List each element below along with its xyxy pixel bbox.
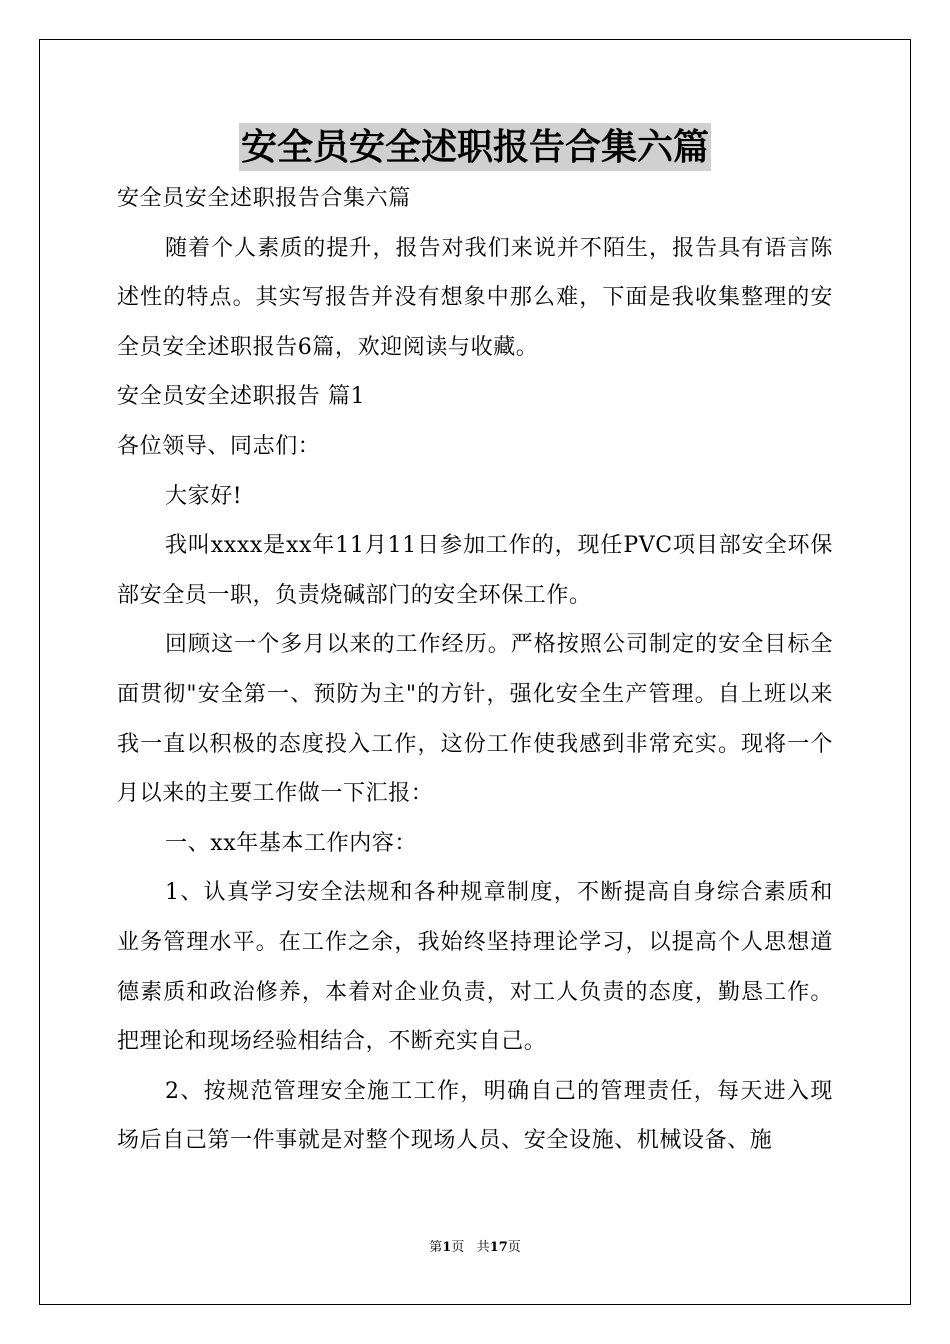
paragraph: 2、按规范管理安全施工工作，明确自己的管理责任，每天进入现场后自己第一件事就是对整个现场人员、安全设施、机械设备、施 bbox=[117, 1078, 833, 1154]
current-page-number: 1 bbox=[442, 1240, 452, 1255]
total-pages-number: 17 bbox=[489, 1240, 508, 1255]
paragraph: 随着个人素质的提升，报告对我们来说并不陌生，报告具有语言陈述性的特点。其实写报告并没有想象中那么难，下面是我收集整理的安全员安全述职报告6篇，欢迎阅读与收藏。 bbox=[117, 235, 833, 360]
document-body bbox=[117, 174, 833, 1166]
document-title: 安全员安全述职报告合集六篇 bbox=[239, 123, 711, 171]
footer-page-label: 页 bbox=[451, 1240, 465, 1255]
footer-prefix: 第 bbox=[429, 1240, 443, 1255]
paragraph: 回顾这一个多月以来的工作经历。严格按照公司制定的安全目标全面贯彻"安全第一、预防为主"的方针，强化安全生产管理。自上班以来我一直以积极的态度投入工作，这份工作使我感到非常充实。现将一个月以来的主要工作做一下汇报： bbox=[117, 632, 833, 807]
paragraph: 我叫xxxx是xx年11月11日参加工作的，现任PVC项目部安全环保部安全员一职，负责烧碱部门的安全环保工作。 bbox=[117, 533, 833, 608]
paragraph: 安全员安全述职报告合集六篇 bbox=[117, 186, 411, 211]
paragraph: 1、认真学习安全法规和各种规章制度，不断提高自身综合素质和业务管理水平。在工作之余，我始终坚持理论学习，以提高个人思想道德素质和政治修养，本着对企业负责，对工人负责的态度，勤恳工作。把理论和现场经验相结合，不断充实自己。 bbox=[117, 880, 833, 1055]
subsection-heading: 一、xx年基本工作内容： bbox=[165, 830, 418, 856]
salutation: 各位领导、同志们： bbox=[117, 433, 321, 459]
page-footer bbox=[0, 1240, 950, 1256]
section-heading: 安全员安全述职报告 篇1 bbox=[117, 384, 366, 410]
greeting: 大家好! bbox=[165, 483, 243, 509]
title-container bbox=[0, 123, 950, 171]
footer-total-suffix: 页 bbox=[507, 1240, 521, 1255]
footer-total-prefix: 共 bbox=[476, 1240, 490, 1255]
